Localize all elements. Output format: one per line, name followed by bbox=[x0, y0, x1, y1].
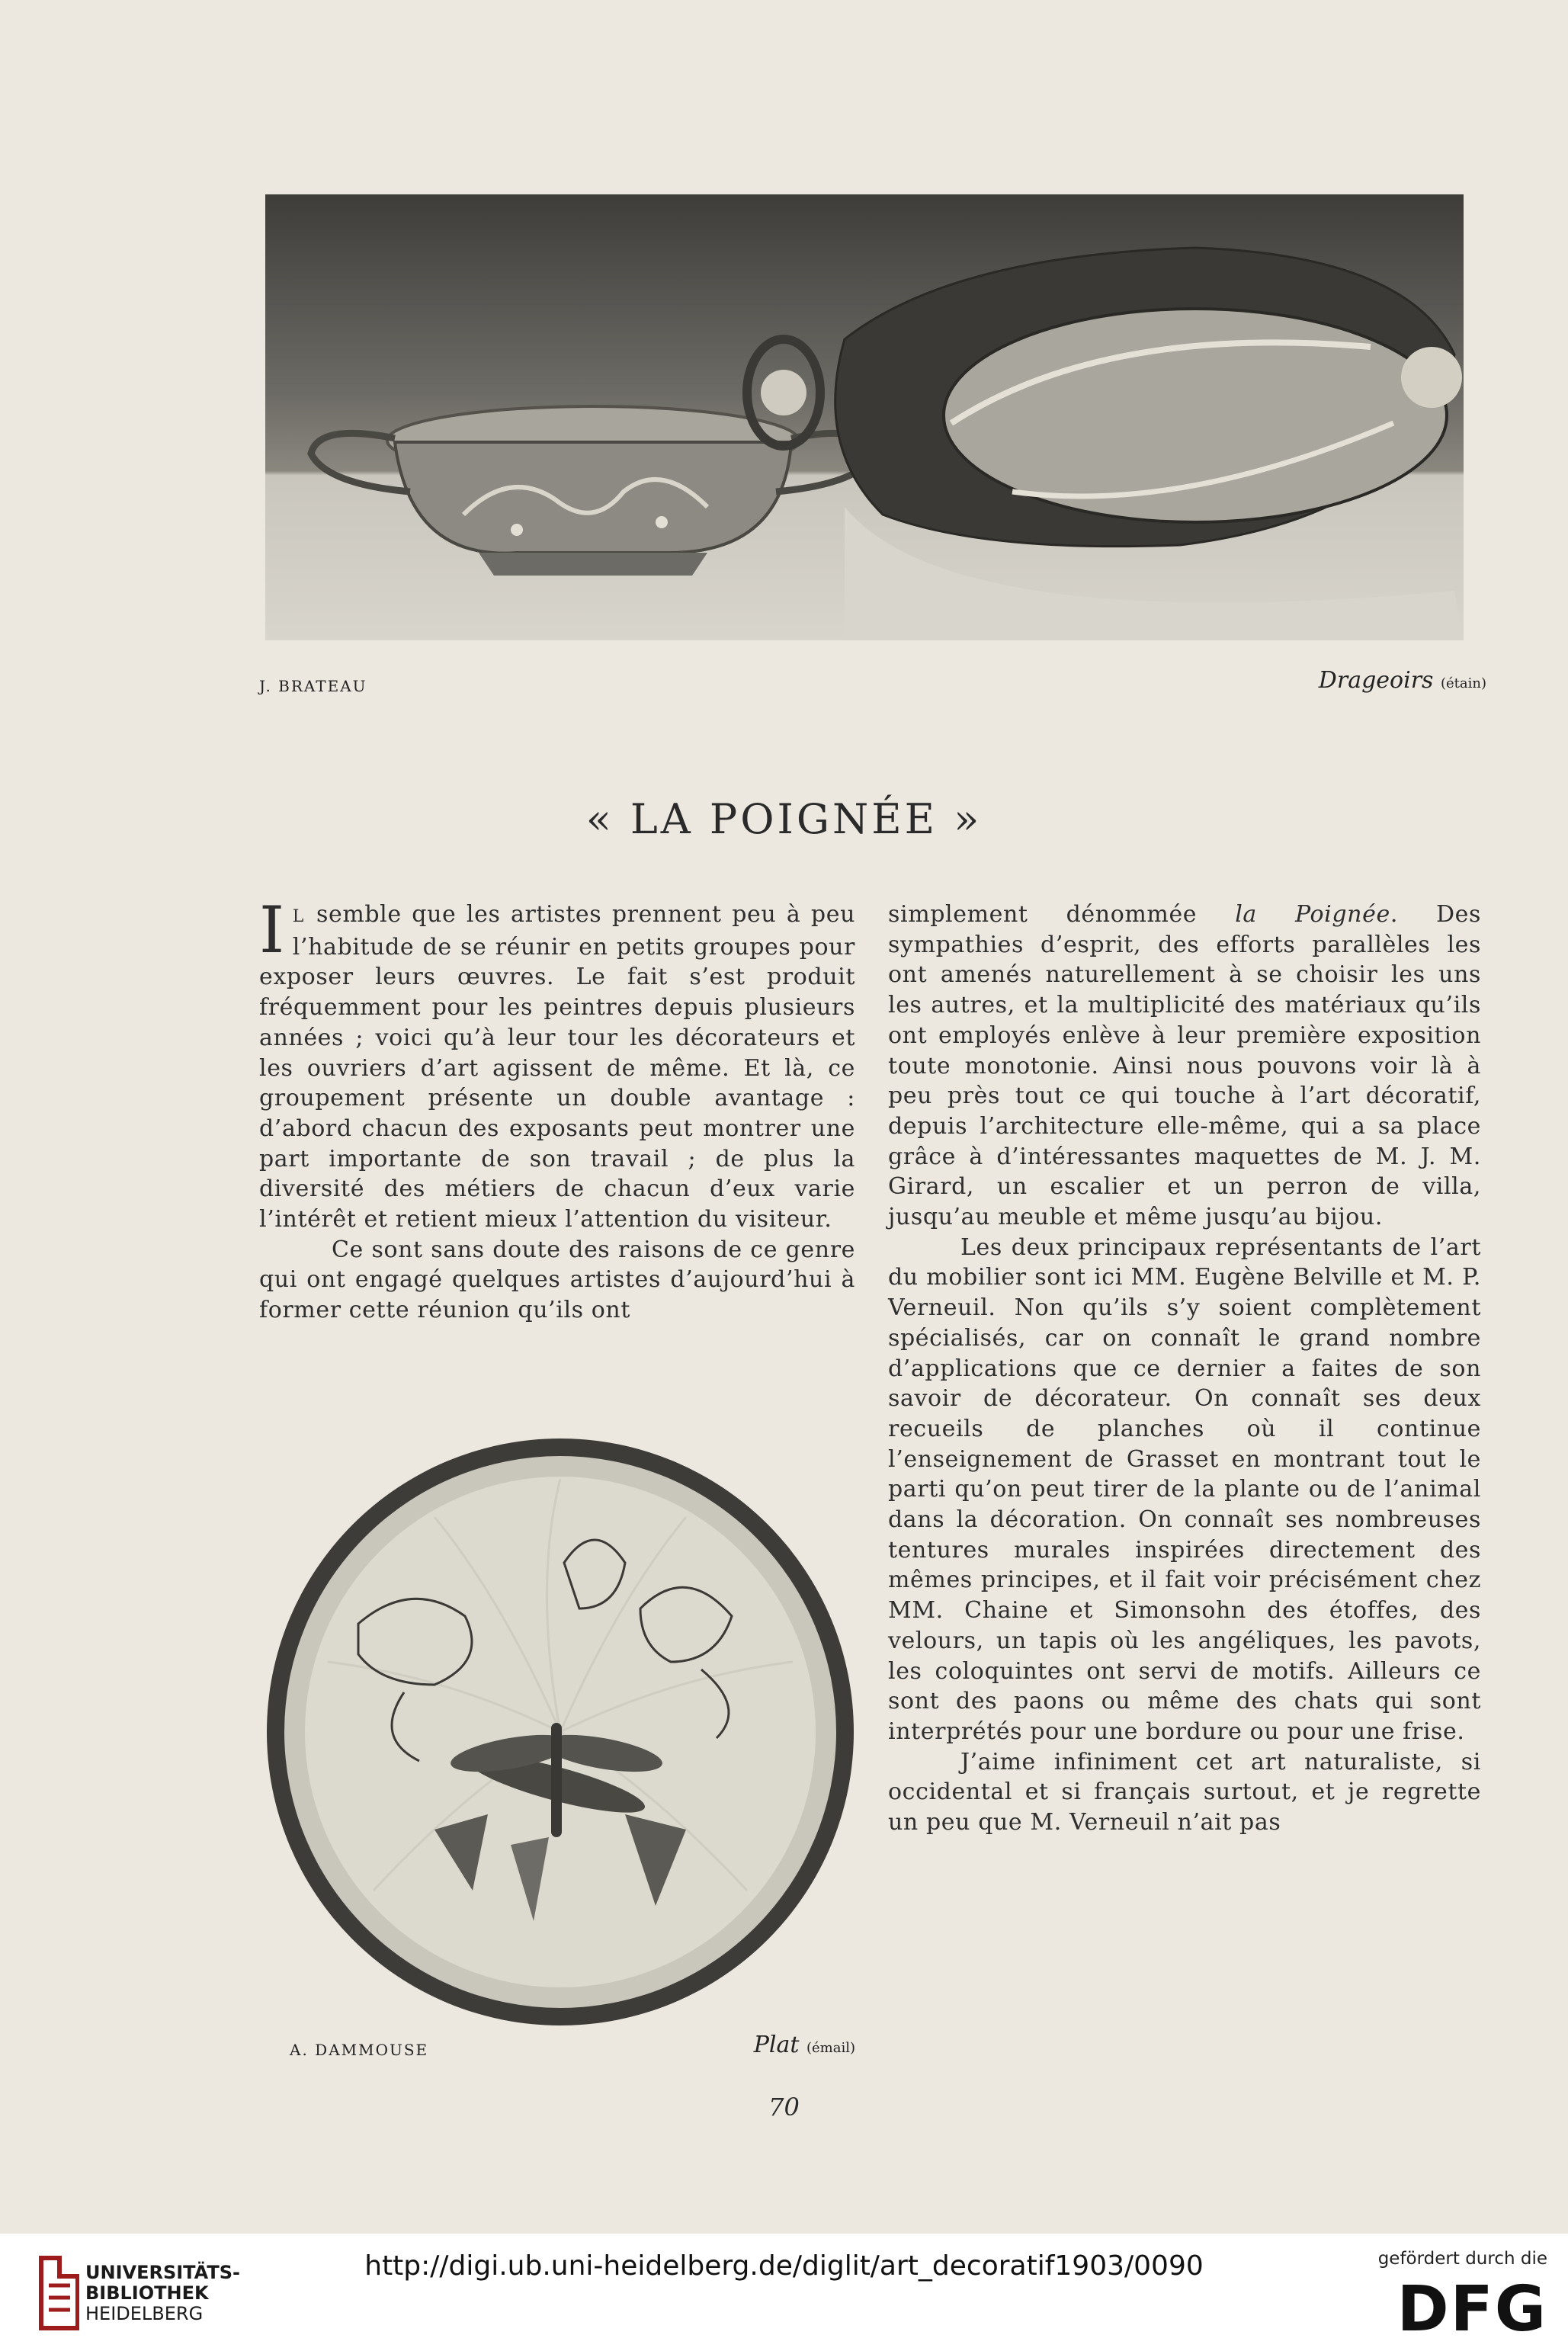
permalink-url[interactable]: http://digi.ub.uni-heidelberg.de/diglit/art_decoratif1903/0090 bbox=[364, 2250, 1204, 2282]
dfg-logo: DFG bbox=[1396, 2273, 1547, 2346]
right-paragraph-1-text: . Des sympathies d’esprit, des efforts parallèles les ont amenés naturellement à se choisir les uns les autres, et la multiplicité des matériaux qu’ils ont employés enlève à leur première exposition toute monotonie. Ainsi nous pouvons voir là à peu près tout ce qui touche à l’art décoratif, depuis l’architecture elle-même, qui a sa place grâce à d’intéressantes maquettes de M. J. M. Girard, un escalier et un perron de villa, jusqu’au meuble et même jusqu’au bijou. bbox=[888, 901, 1481, 1231]
page-number: 70 bbox=[768, 2093, 800, 2122]
drageoirs-illustration bbox=[265, 194, 1464, 640]
left-paragraph-1 bbox=[259, 893, 856, 1235]
dropcap: I bbox=[259, 893, 285, 967]
library-name-line-1: UNIVERSITÄTS- bbox=[85, 2262, 241, 2283]
right-column bbox=[888, 900, 1481, 1838]
plate-title: Plat bbox=[753, 2032, 800, 2058]
poignee-italic: la Poignée bbox=[1235, 901, 1390, 928]
plate-material: (émail) bbox=[806, 2040, 855, 2056]
top-photo-material: (étain) bbox=[1440, 675, 1486, 691]
library-name-line-2: BIBLIOTHEK bbox=[85, 2282, 209, 2304]
top-photo-artist-caption: J. BRATEAU bbox=[259, 677, 367, 695]
photo-drageoirs bbox=[265, 194, 1464, 640]
right-paragraph-1-start: simplement dénommée bbox=[888, 901, 1236, 928]
right-paragraph-2: Les deux principaux représentants de l’art du mobilier sont ici MM. Eugène Belville et M. P. Verneuil. Non qu’ils s’y soient complètement spécialisés, car on connaît le grand nombre d’applications que ce dernier a faites de son savoir de décorateur. On connaît ses deux recueils de planches où il continue l’enseignement de Grasset en montrant tout le parti qu’on peut tirer de la plante ou de l’animal dans la décoration. On connaît ses nombreuses tentures murales inspirées directement des mêmes principes, et il fait voir précisément chez MM. Chaine et Simonsohn des étoffes, des velours, un tapis où les angéliques, les pavots, les coloquintes ont servi de motifs. Ailleurs ce sont des paons ou même des chats qui sont interprétés pour une bordure ou pour une frise. bbox=[888, 1233, 1481, 1745]
left-paragraph-1-text: semble que les artistes prennent peu à peu l’habitude de se réunir en petits groupes pour exposer leurs œuvres. Le fait s’est produit fréquemment pour les peintres depuis plusieurs années ; voici qu’à leur tour les décorateurs et les ouvriers d’art agissent de même. Et là, ce groupement présente un double avantage : d’abord chacun des exposants peut montrer une part importante de son travail ; de plus la diversité des métiers de chacun d’eux varie l’intérêt et retient mieux l’attention du visiteur. bbox=[259, 901, 856, 1233]
library-name-line-3: HEIDELBERG bbox=[85, 2303, 204, 2324]
article-title: « LA POIGNÉE » bbox=[585, 795, 983, 843]
first-word-smallcap: L bbox=[292, 907, 306, 926]
funding-text: gefördert durch die bbox=[1377, 2249, 1547, 2269]
plate-illustration bbox=[259, 1433, 861, 2028]
left-column bbox=[259, 893, 856, 1326]
right-paragraph-1 bbox=[888, 900, 1481, 1233]
left-paragraph-2: Ce sont sans doute des raisons de ce genre qui ont engagé quelques artistes d’aujourd’hui à former cette réunion qu’ils ont bbox=[259, 1236, 855, 1324]
right-paragraph-3: J’aime infiniment cet art naturaliste, si occidental et si français surtout, et je regrette un peu que M. Verneuil n’ait pas bbox=[888, 1748, 1481, 1836]
plate-title-caption bbox=[686, 2032, 855, 2058]
top-photo-title-caption bbox=[1250, 667, 1486, 694]
photo-plat-email bbox=[259, 1433, 861, 2028]
plate-artist-caption: A. DAMMOUSE bbox=[290, 2041, 429, 2059]
top-photo-title: Drageoirs bbox=[1318, 667, 1434, 694]
